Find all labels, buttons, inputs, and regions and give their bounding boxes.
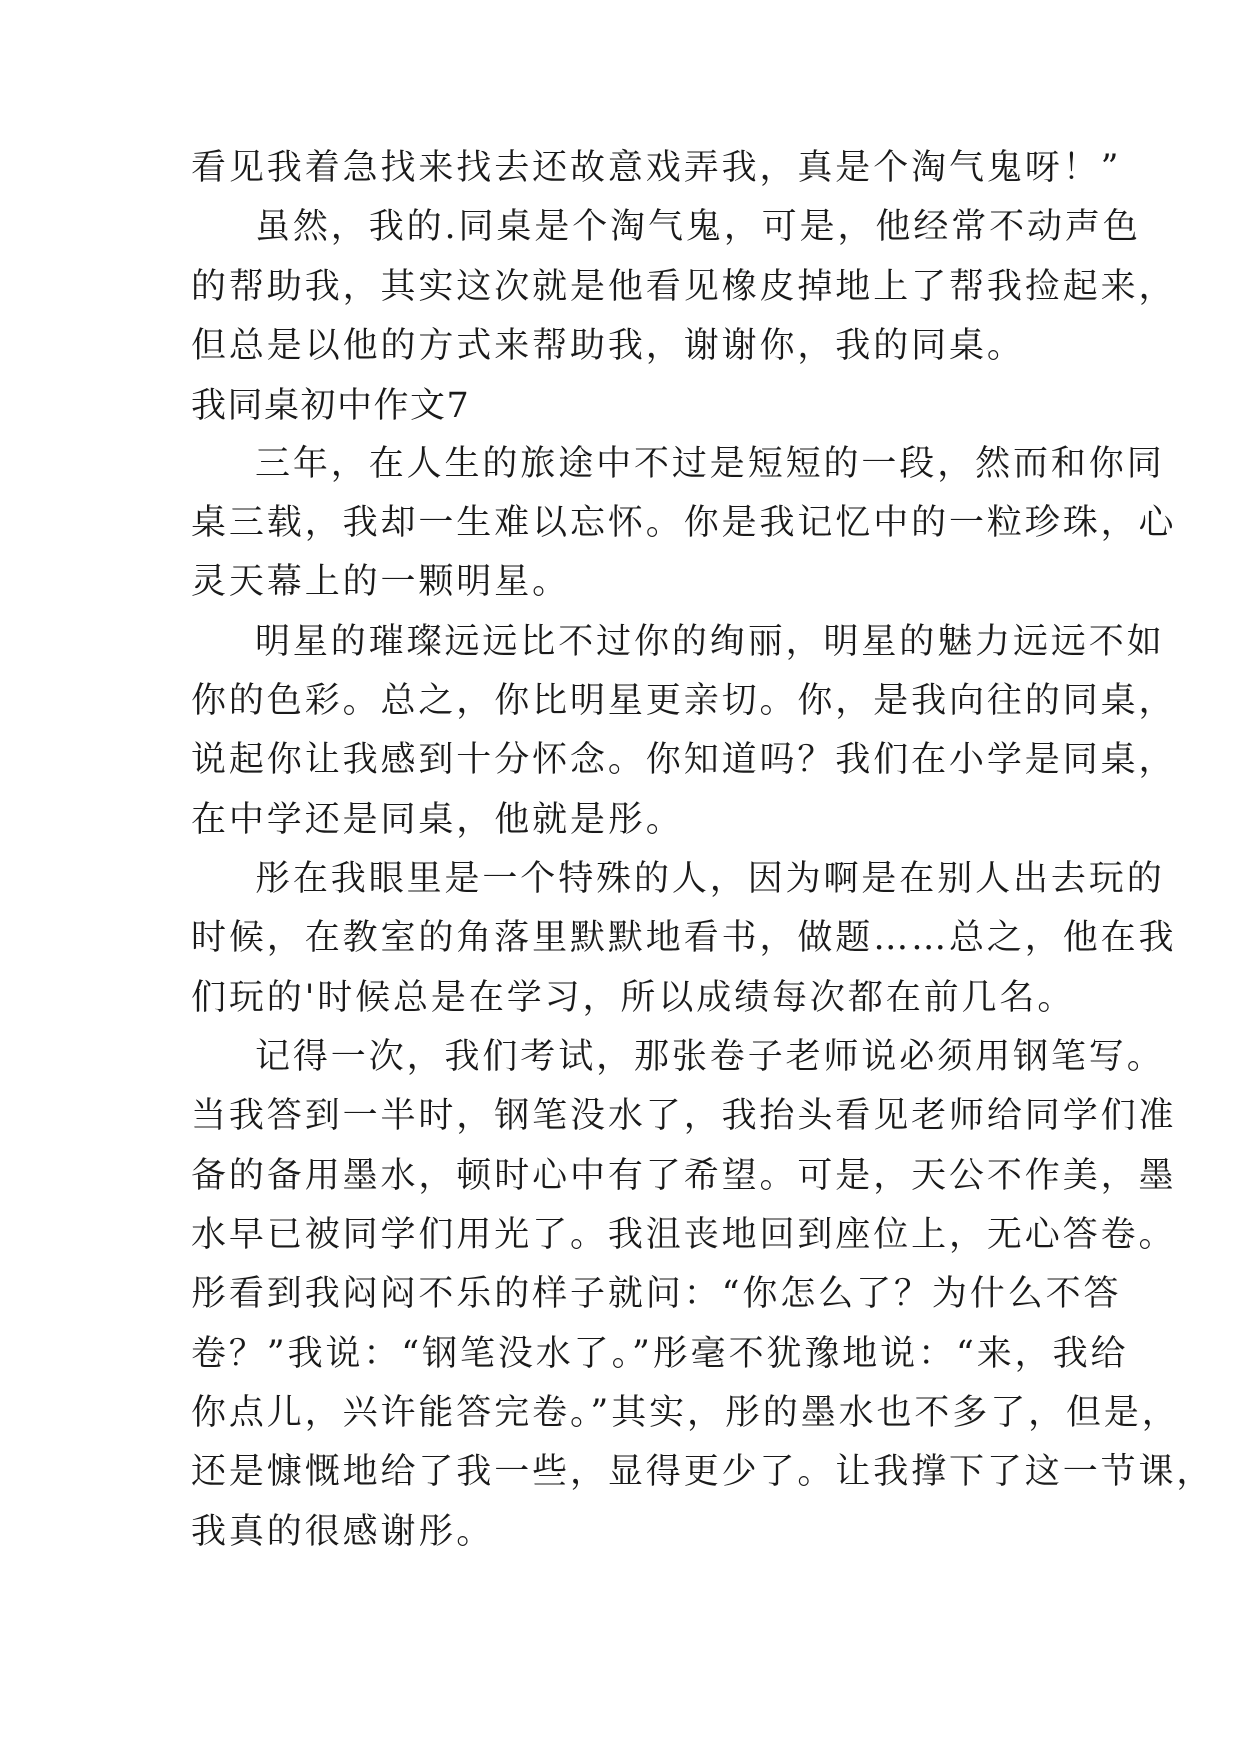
text-line: 水早已被同学们用光了。我沮丧地回到座位上，无心答卷。 — [191, 1215, 1177, 1255]
text-line: 灵天幕上的一颗明星。 — [191, 562, 571, 602]
text-line: 看见我着急找来找去还故意戏弄我，真是个淘气鬼呀！” — [191, 148, 1122, 188]
text-line: 的帮助我，其实这次就是他看见橡皮掉地上了帮我捡起来， — [191, 267, 1177, 307]
text-line: 在中学还是同桌，他就是彤。 — [191, 800, 684, 840]
paragraph-first-line: 虽然，我的.同桌是个淘气鬼，可是，他经常不动声色 — [255, 207, 1141, 247]
text-line: 但总是以他的方式来帮助我，谢谢你，我的同桌。 — [191, 326, 1025, 366]
text-line: 还是慷慨地给了我一些，显得更少了。让我撑下了这一节课， — [191, 1452, 1215, 1492]
text-line: 说起你让我感到十分怀念。你知道吗？我们在小学是同桌， — [191, 740, 1177, 780]
text-line: 备的备用墨水，顿时心中有了希望。可是，天公不作美，墨 — [191, 1156, 1177, 1196]
paragraph-first-line: 三年，在人生的旅途中不过是短短的一段，然而和你同 — [255, 444, 1165, 484]
text-line: 你点儿，兴许能答完卷。”其实，彤的墨水也不多了，但是， — [191, 1393, 1180, 1433]
text-line: 你的色彩。总之，你比明星更亲切。你，是我向往的同桌， — [191, 681, 1177, 721]
text-line: 卷？”我说：“钢笔没水了。”彤毫不犹豫地说：“来，我给 — [191, 1334, 1129, 1374]
paragraph-first-line: 彤在我眼里是一个特殊的人，因为啊是在别人出去玩的 — [255, 859, 1165, 899]
text-line: 桌三载，我却一生难以忘怀。你是我记忆中的一粒珍珠，心 — [191, 503, 1177, 543]
section-heading: 我同桌初中作文7 — [191, 386, 471, 426]
text-line: 当我答到一半时，钢笔没水了，我抬头看见老师给同学们准 — [191, 1096, 1177, 1136]
text-line: 我真的很感谢彤。 — [191, 1512, 495, 1552]
paragraph-first-line: 明星的璀璨远远比不过你的绚丽，明星的魅力远远不如 — [255, 622, 1165, 662]
text-line: 们玩的'时候总是在学习，所以成绩每次都在前几名。 — [191, 978, 1076, 1018]
paragraph-first-line: 记得一次，我们考试，那张卷子老师说必须用钢笔写。 — [255, 1037, 1165, 1077]
text-line: 时候，在教室的角落里默默地看书，做题……总之，他在我 — [191, 918, 1177, 958]
text-line: 彤看到我闷闷不乐的样子就问：“你怎么了？为什么不答 — [191, 1274, 1122, 1314]
